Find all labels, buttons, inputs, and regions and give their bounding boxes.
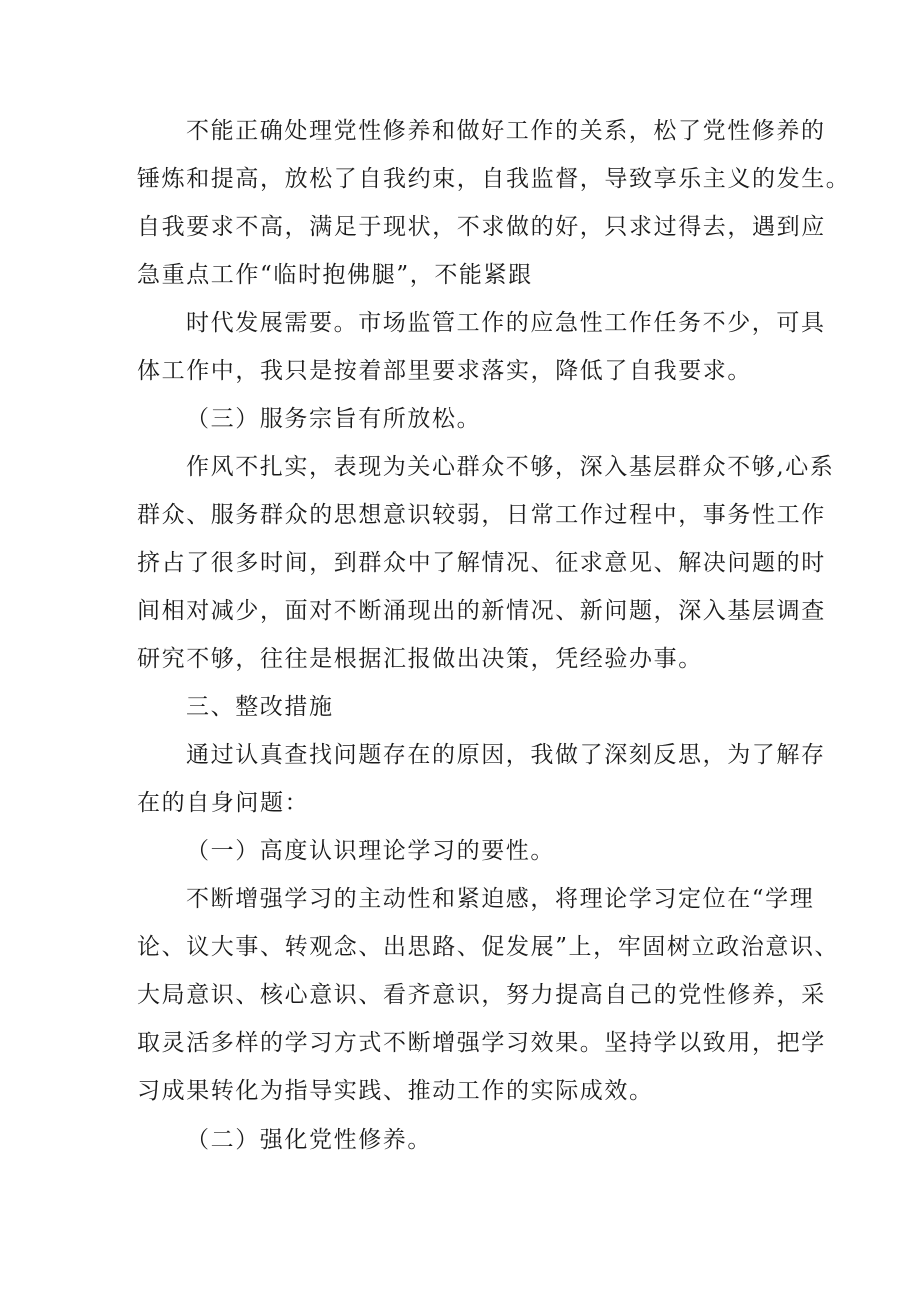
paragraph-line: 取灵活多样的学习方式不断增强学习效果。坚持学以致用，把学 [137,1030,826,1056]
paragraph-line: 锤炼和提高，放松了自我约束，自我监督，导致享乐主义的发生。 [137,166,851,192]
paragraph-line: 论、议大事、转观念、出思路、促发展”上，牢固树立政治意识、 [137,934,840,960]
paragraph-line: 习成果转化为指导实践、推动工作的实际成效。 [137,1078,654,1104]
paragraph-line: 急重点工作“临时抱佛腿”，不能紧跟 [137,262,533,288]
section-heading: 三、整改措施 [186,694,334,720]
paragraph-line: 间相对减少，面对不断涌现出的新情况、新问题，深入基层调查 [137,598,826,624]
paragraph-line: 不断增强学习的主动性和紧迫感，将理论学习定位在“学理 [186,886,815,912]
section-heading: （三）服务宗旨有所放松。 [186,406,482,432]
paragraph-line: 群众、服务群众的思想意识较弱，日常工作过程中，事务性工作 [137,502,826,528]
paragraph-line: 体工作中，我只是按着部里要求落实，降低了自我要求。 [137,358,752,384]
paragraph-line: 作风不扎实，表现为关心群众不够，深入基层群众不够,心系 [186,454,835,480]
section-heading: （一）高度认识理论学习的要性。 [186,838,555,864]
paragraph-line: 在的自身问题： [137,790,310,816]
section-heading: （二）强化党性修养。 [186,1127,432,1153]
paragraph-line: 研究不够，往往是根据汇报做出决策，凭经验办事。 [137,646,703,672]
paragraph-line: 挤占了很多时间，到群众中了解情况、征求意见、解决问题的时 [137,550,826,576]
paragraph-line: 不能正确处理党性修养和做好工作的关系，松了党性修养的 [186,118,826,144]
paragraph-line: 时代发展需要。市场监管工作的应急性工作任务不少，可具 [186,310,826,336]
paragraph-line: 通过认真查找问题存在的原因，我做了深刻反思，为了解存 [186,742,826,768]
paragraph-line: 大局意识、核心意识、看齐意识，努力提高自己的党性修养，采 [137,982,826,1008]
paragraph-line: 自我要求不高，满足于现状，不求做的好，只求过得去，遇到应 [137,214,826,240]
